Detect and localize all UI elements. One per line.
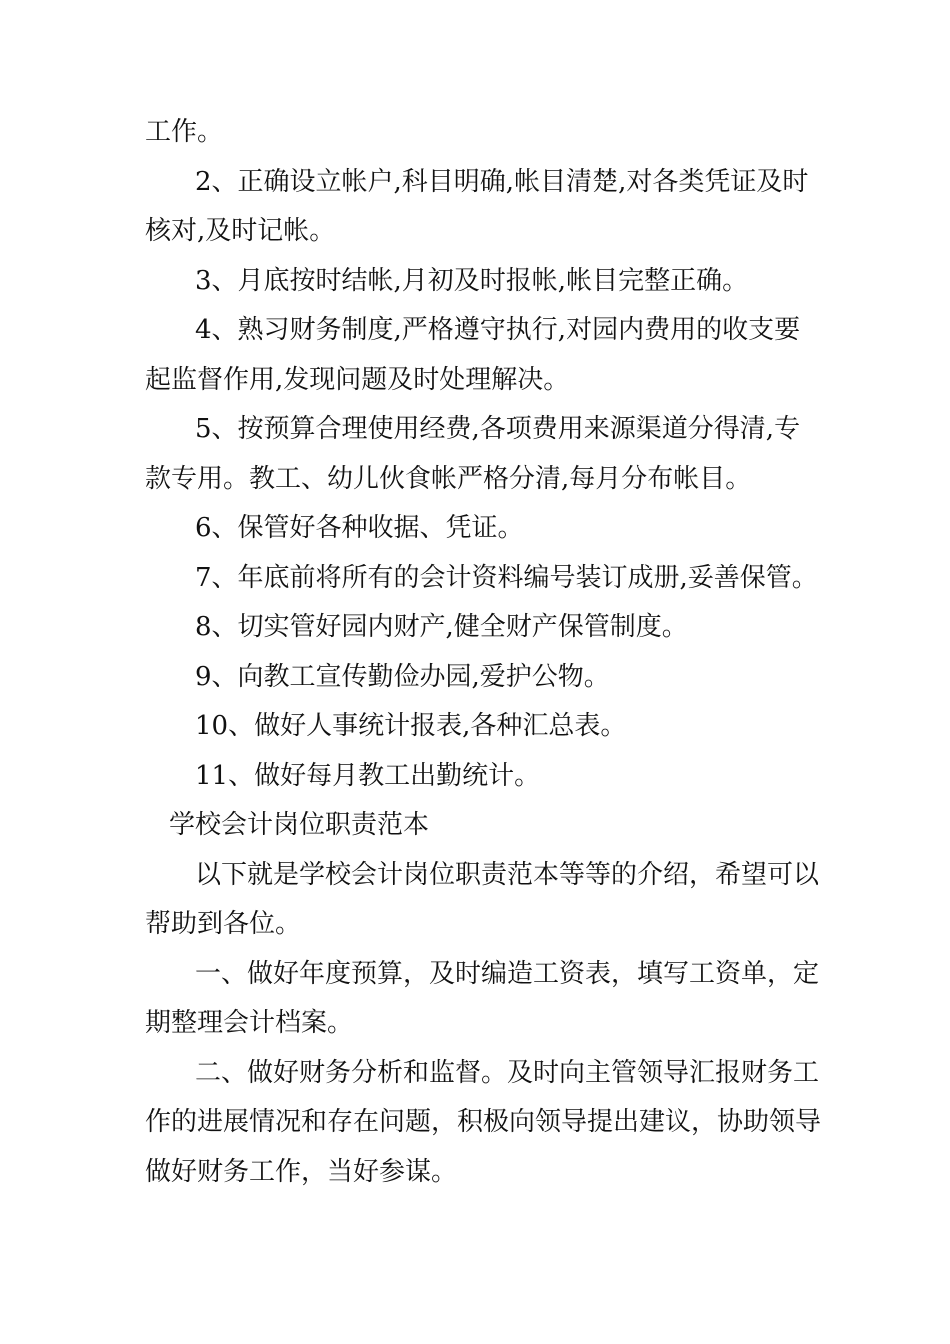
paragraph-line: 9、向教工宣传勤俭办园,爱护公物。 [195, 661, 610, 692]
paragraph-line: 5、按预算合理使用经费,各项费用来源渠道分得清,专 [195, 414, 801, 444]
document-body [145, 108, 822, 1197]
paragraph-line: 7、年底前将所有的会计资料编号装订成册,妥善保管。 [195, 562, 818, 593]
paragraph-line: 8、切实管好园内财产,健全财产保管制度。 [195, 612, 688, 642]
paragraph-line: 款专用。教工、幼儿伙食帐严格分清,每月分布帐目。 [145, 463, 752, 494]
paragraph-line: 3、月底按时结帐,月初及时报帐,帐目完整正确。 [195, 265, 749, 296]
paragraph-line: 期整理会计档案。 [145, 1008, 354, 1038]
paragraph-line: 一、做好年度预算，及时编造工资表，填写工资单，定 [195, 958, 820, 989]
paragraph-line: 作的进展情况和存在问题，积极向领导提出建议，协助领导 [145, 1107, 822, 1137]
paragraph-line: 做好财务工作，当好参谋。 [145, 1156, 458, 1187]
paragraph-line: 以下就是学校会计岗位职责范本等等的介绍，希望可以 [195, 859, 820, 890]
paragraph-line: 工作。 [145, 117, 224, 147]
paragraph-line: 帮助到各位。 [145, 909, 302, 939]
paragraph-line: 6、保管好各种收据、凭证。 [195, 513, 524, 543]
paragraph-line: 10、做好人事统计报表,各种汇总表。 [195, 711, 627, 741]
paragraph-line: 11、做好每月教工出勤统计。 [195, 760, 541, 791]
paragraph-line: 2、正确设立帐户,科目明确,帐目清楚,对各类凭证及时 [195, 166, 809, 197]
paragraph-line: 核对,及时记帐。 [145, 216, 336, 246]
section-heading: 学校会计岗位职责范本 [169, 810, 430, 840]
paragraph-line: 起监督作用,发现问题及时处理解决。 [145, 364, 570, 395]
paragraph-line: 二、做好财务分析和监督。及时向主管领导汇报财务工 [195, 1057, 820, 1088]
paragraph-line: 4、熟习财务制度,严格遵守执行,对园内费用的收支要 [195, 315, 801, 345]
